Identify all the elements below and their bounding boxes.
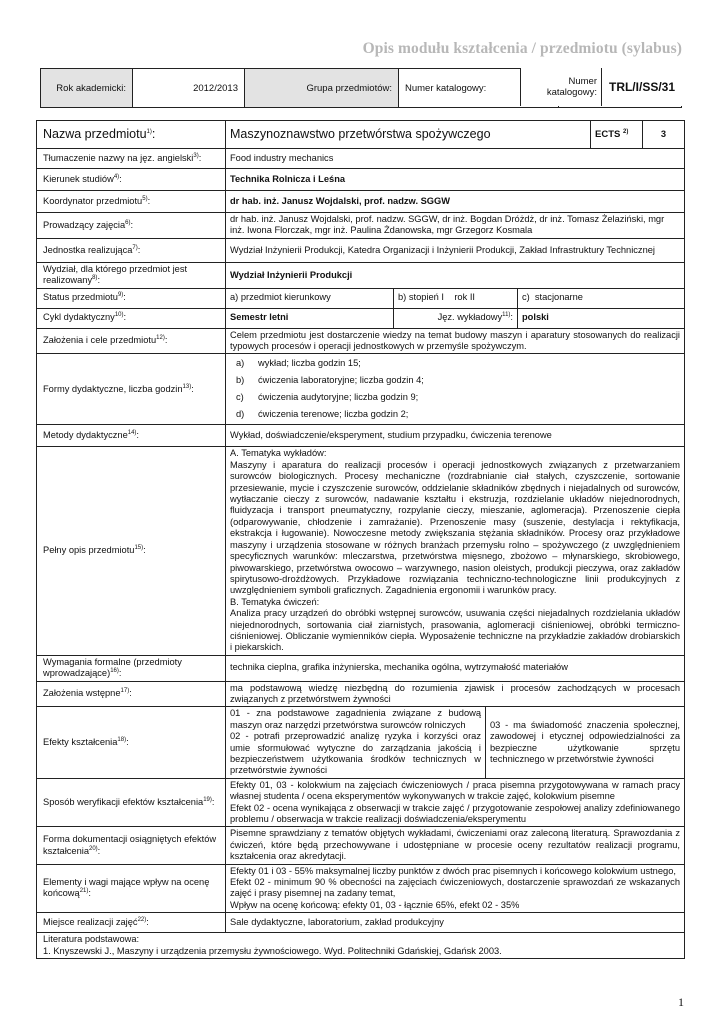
- row-field: [37, 169, 685, 191]
- subject-group-label: Grupa przedmiotów:: [245, 69, 399, 108]
- coordinator-label: Koordynator przedmiotu$^{5)}$:: [37, 191, 226, 213]
- outcomes-left: 01 - zna podstawowe zagadnienia związane z budową maszyn oraz narzędzi przetwórstwa surowców rolniczych 02 - potrafi przeprowadzić analizę ryzyka i korzyści oraz umie sformułować wytyczne do zarządzania jakością i bezpieczeństwem użytkowania środków technicznych w przetwórstwie żywności: [226, 707, 486, 778]
- forms-label: Formy dydaktyczne, liczba godzin$^{13)}$:: [37, 354, 226, 425]
- academic-year-label: Rok akademicki:: [41, 69, 133, 108]
- literature-cell: [37, 933, 685, 959]
- row-lecturers: [37, 213, 685, 239]
- status-b: b) stopień I rok II: [394, 288, 518, 308]
- cycle-label: Cykl dydaktyczny$^{10)}$:: [37, 308, 226, 328]
- outcomes-right: 03 - ma świadomość znaczenia społecznej, zawodowej i etycznej odpowiedzialności za bezpieczne użytkowanie sprzętu technicznego w przetwórstwie żywności: [486, 707, 685, 778]
- english-value: Food industry mechanics: [226, 149, 685, 169]
- name-label: Nazwa przedmiotu$^{1)}$:: [37, 121, 226, 149]
- verification-value: Efekty 01, 03 - kolokwium na zajęciach ćwiczeniowych / praca pisemna przygotowywana w ramach pracy własnej studenta / ocena eksperymentów wykonywanych w trakcie zajęć, kolokwium pisemne Efekt 02 - ocena wynikająca z obserwacji w trakcie zajęć / przygotowanie zespołowej analizy zdefiniowanego problemu / obserwacja w trakcie realizacji doświadczenia/eksperymentu: [226, 778, 685, 827]
- catalog-number-cell: [520, 68, 682, 106]
- row-cycle: [37, 308, 685, 328]
- grading-value: Efekty 01 i 03 - 55% maksymalnej liczby punktów z dwóch prac pisemnych i końcowego kolokwium ustnego, Efekt 02 - minimum 90 % obecności na zajęciach ćwiczeniowych, dostarczenie sprawozdań ze wskazanych zajęć i prasy pisemnej na zadany temat, Wpływ na ocenę końcową: efekty 01, 03 - łącznie 65%, efekt 02 - 35%: [226, 864, 685, 913]
- name-value: Maszynoznawstwo przetwórstwa spożywczego: [226, 121, 591, 149]
- goals-value: Celem przedmiotu jest dostarczenie wiedzy na temat budowy maszyn i aparatury stosowanych do realizacji typowych procesów i operacji jednostkowych w przemyśle spożywczym.: [226, 328, 685, 354]
- row-description: [37, 447, 685, 655]
- place-value: Sale dydaktyczne, laboratorium, zakład produkcyjny: [226, 913, 685, 933]
- row-forms: [37, 354, 685, 425]
- documentation-value: Pisemne sprawdziany z tematów objętych wykładami, ćwiczeniami oraz zaleconą literaturą. Sprawozdania z ćwiczeń, które będą przechowywane i udostępniane w procesie oceny rezultatów realizacji programu, kształcenia oraz akredytacji.: [226, 827, 685, 864]
- forms-item: b) ćwiczenia laboratoryjne; liczba godzin 4;: [236, 375, 424, 386]
- row-verification: [37, 778, 685, 827]
- grading-label: Elementy i wagi mające wpływ na ocenę końcową$^{21)}$:: [37, 864, 226, 913]
- outcomes-label: Efekty kształcenia$^{18)}$:: [37, 707, 226, 778]
- goals-label: Założenia i cele przedmiotu$^{12)}$:: [37, 328, 226, 354]
- lectures-heading: A. Tematyka wykładów:: [230, 448, 327, 459]
- ects-value: 3: [643, 121, 685, 149]
- row-outcomes: [37, 707, 685, 778]
- row-unit: [37, 238, 685, 262]
- page-number: 1: [678, 995, 684, 1009]
- status-a: a) przedmiot kierunkowy: [226, 288, 394, 308]
- coordinator-value: dr hab. inż. Janusz Wojdalski, prof. nadzw. SGGW: [226, 191, 685, 213]
- row-faculty: [37, 262, 685, 288]
- exercises-heading: B. Tematyka ćwiczeń:: [230, 596, 320, 607]
- row-place: [37, 913, 685, 933]
- catalog-number-value: TRL/I/SS/31: [601, 68, 682, 106]
- row-literature: [37, 933, 685, 959]
- document-title: Opis modułu kształcenia / przedmiotu (sylabus): [362, 40, 682, 57]
- language-value: polski: [518, 308, 685, 328]
- lectures-text: Maszyny i aparatura do realizacji procesów i operacji jednostkowych związanych z przetwarzaniem surowców biologicznych. Procesy mechaniczne (rozdrabnianie ciał stałych, czyszczenie, sortowanie przesiewanie, mycie i czyszczenie surowców, oddzielanie składników zbędnych i niejadalnych od surowców, wytłaczanie cieczy z surowców, nadawanie kształtu i ekstruzja, rozdzielanie układów niejednorodnych, fluidyzacja i transport pneumatyczny, rozpylanie cieczy, mieszanie, aglomeracja). Przenoszenie ciepła (odparowywanie, chłodzenie i zamrażanie). Przenoszenie masy (suszenie, destylacja i rektyfikacja, ekstrakcja i ługowanie). Nowoczesne metody zwiększania stężania składników. Procesy oraz przykładowe maszyny i urządzenia stosowane w różnych branżach przemysłu rolno – spożywczego (z uwzględnieniem specyficznych warunków: mleczarstwa, przetwórstwa mięsnego, zbożowo – młynarskiego, skrobiowego, piwowarskiego, przetwórstwa owocowo – warzywnego, nasion oleistych, produkcji pieczywa, oraz zakładów spirytusowo-drożdżowych. Przykładowe rozwiązania techniczno-technologiczne linii produkcyjnych z uwzględnieniem symboli graficznych. Zagadnienia ergonomii i warunków pracy.: [230, 459, 680, 596]
- documentation-label: Forma dokumentacji osiągniętych efektów kształcenia$^{20)}$:: [37, 827, 226, 864]
- literature-heading: Literatura podstawowa:: [43, 934, 140, 945]
- unit-value: Wydział Inżynierii Produkcji, Katedra Organizacji i Inżynierii Produkcji, Zakład Infrastruktury Technicznej: [226, 238, 685, 262]
- requirements-value: technika cieplna, grafika inżynierska, mechanika ogólna, wytrzymałość materiałów: [226, 655, 685, 681]
- row-name: [37, 121, 685, 149]
- requirements-label: Wymagania formalne (przedmioty wprowadzające)$^{16)}$:: [37, 655, 226, 681]
- prerequisites-value: ma podstawową wiedzę niezbędną do rozumienia zjawisk i procesów zachodzących w procesach związanych z przetwórstwem żywności: [226, 681, 685, 707]
- place-label: Miejsce realizacji zajęć$^{22)}$:: [37, 913, 226, 933]
- literature-item: 1. Knyszewski J., Maszyny i urządzenia przemysłu żywnościowego. Wyd. Politechniki Gdańskiej, Gdańsk 2003.: [43, 945, 502, 956]
- row-methods: [37, 425, 685, 447]
- syllabus-table: [36, 120, 685, 959]
- row-coordinator: [37, 191, 685, 213]
- row-prerequisites: [37, 681, 685, 707]
- lecturers-value: dr hab. inż. Janusz Wojdalski, prof. nadzw. SGGW, dr inż. Bogdan Dróżdż, dr inż. Tomasz Żelaziński, mgr inż. Iwona Florczak, mgr inż. Paulina Żdanowska, mgr Grzegorz Kosmala: [226, 213, 685, 239]
- description-label: Pełny opis przedmiotu$^{15)}$:: [37, 447, 226, 655]
- field-value: Technika Rolnicza i Leśna: [226, 169, 685, 191]
- methods-label: Metody dydaktyczne$^{14)}$:: [37, 425, 226, 447]
- status-c: c) stacjonarne: [518, 288, 685, 308]
- english-label: Tłumaczenie nazwy na jęz. angielski$^{3)}$:: [37, 149, 226, 169]
- row-documentation: [37, 827, 685, 864]
- lecturers-label: Prowadzący zajęcia$^{6)}$:: [37, 213, 226, 239]
- language-label: Jęz. wykładowy$^{11)}$:: [394, 308, 518, 328]
- field-label: Kierunek studiów$^{4)}$:: [37, 169, 226, 191]
- forms-list: [230, 355, 680, 423]
- status-label: Status przedmiotu$^{9)}$:: [37, 288, 226, 308]
- ects-label: ECTS $^{2)}$: [591, 121, 643, 149]
- row-goals: [37, 328, 685, 354]
- catalog-number: Numer katalogowy:: [559, 69, 682, 108]
- faculty-label: Wydział, dla którego przedmiot jest realizowany$^{8)}$:: [37, 262, 226, 288]
- exercises-text: Analiza pracy urządzeń do obróbki wstępnej surowców, usuwania części niejadalnych rozdzielania układów niejednorodnych, sortowania ciał ziarnistych, prasowania, aglomeracji ciśnieniowej, obróbki termiczno-ciśnieniowej. Obliczanie wymienników ciepła. Wyposażenie techniczne na przykładzie zakładów drobiarskich i piekarskich.: [230, 608, 680, 653]
- description-value: [226, 447, 685, 655]
- catalog-number-label-text: Numer katalogowy:: [546, 76, 597, 98]
- cycle-value: Semestr letni: [226, 308, 394, 328]
- verification-label: Sposób weryfikacji efektów kształcenia$^{19)}$:: [37, 778, 226, 827]
- forms-value: [226, 354, 685, 425]
- unit-label: Jednostka realizująca$^{7)}$:: [37, 238, 226, 262]
- faculty-value: Wydział Inżynierii Produkcji: [226, 262, 685, 288]
- row-requirements: [37, 655, 685, 681]
- row-grading: [37, 864, 685, 913]
- forms-item: a) wykład; liczba godzin 15;: [236, 358, 361, 369]
- academic-year-value: 2012/2013: [133, 69, 245, 108]
- methods-value: Wykład, doświadczenie/eksperyment, studium przypadku, ćwiczenia terenowe: [226, 425, 685, 447]
- prerequisites-label: Założenia wstępne$^{17)}$:: [37, 681, 226, 707]
- forms-item: d) ćwiczenia terenowe; liczba godzin 2;: [236, 409, 409, 420]
- row-english: [37, 149, 685, 169]
- forms-item: c) ćwiczenia audytoryjne; liczba godzin 9;: [236, 392, 419, 403]
- row-status: [37, 288, 685, 308]
